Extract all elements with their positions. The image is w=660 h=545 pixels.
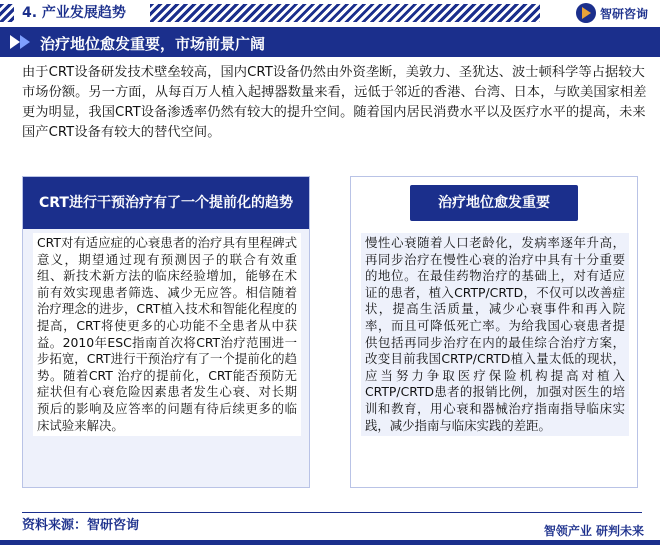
right-panel-header (351, 177, 637, 229)
left-panel-body: CRT对有适应症的心衰患者的治疗具有里程碑式意义，期望通过现有预测因子的联合有效重组、新技术新方法的临床经验增加，能够在术前有效实现患者筛选、减少无应答。相信随着治疗理念的进步，CRT植入技术和智能化程度的提高，CRT将使更多的心功能不全患者从中获益。2010年ESC指南首次将CRT治疗范围进一步拓宽，CRT进行干预治疗有了一个提前化的趋势。随着CRT 治疗的提前化，CRT能否预防无症状但有心衰危险因素患者发生心衰、对长期预后的影响及应答率的问题有待后续更多的临床试验来解决。 (33, 233, 301, 436)
footer-slogan: 智领产业 研判未来 (543, 524, 644, 538)
left-panel-title: CRT进行干预治疗有了一个提前化的趋势 (23, 177, 309, 229)
logo-text: 智研咨询 (599, 6, 648, 21)
header-stripe-left (0, 4, 14, 22)
right-panel-body: 慢性心衰随着人口老龄化，发病率逐年升高，再同步治疗在慢性心衰的治疗中具有十分重要的地位。在最佳药物治疗的基础上，对有适应证的患者，植入CRTP/CRTD，不仅可以改善症状，提高生活质量，减少心衰事件和再入院率，而且可降低死亡率。为给我国心衰患者提供包括再同步治疗在内的最佳综合治疗方案，改变目前我国CRTP/CRTD植入量太低的现状，应当努力争取医疗保险机构提高对植入CRTP/CRTD患者的报销比例，加强对医生的培训和教育，用心衰和器械治疗指南指导临床实践，减少指南与临床实践的差距。 (361, 233, 629, 436)
header-stripe-decoration (150, 4, 540, 22)
banner-title: 治疗地位愈发重要，市场前景广阔 (40, 35, 266, 53)
source-note: 资料来源：智研咨询 (22, 518, 140, 533)
footer-divider (22, 512, 642, 513)
chevron-right-icon (10, 35, 20, 49)
chevron-right-icon-secondary (20, 35, 30, 49)
section-title: 4. 产业发展趋势 (22, 5, 126, 21)
brand-logo (576, 3, 648, 23)
left-panel (22, 176, 310, 488)
logo-icon (576, 3, 596, 23)
bottom-stripe (0, 540, 660, 545)
title-banner (0, 27, 660, 57)
right-panel (350, 176, 638, 488)
intro-paragraph: 由于CRT设备研发技术壁垒较高，国内CRT设备仍然由外资垄断，美敦力、圣犹达、波士顿科学等占据较大市场份额。另一方面，从每百万人植入起搏器数量来看，远低于邻近的香港、台湾、日本，与欧美国家相差更为明显，我国CRT设备渗透率仍然有较大的提升空间。随着国内居民消费水平以及医疗水平的提高，未来国产CRT设备有较大的替代空间。 (22, 65, 647, 140)
right-panel-title: 治疗地位愈发重要 (410, 185, 578, 221)
top-header (0, 0, 660, 26)
